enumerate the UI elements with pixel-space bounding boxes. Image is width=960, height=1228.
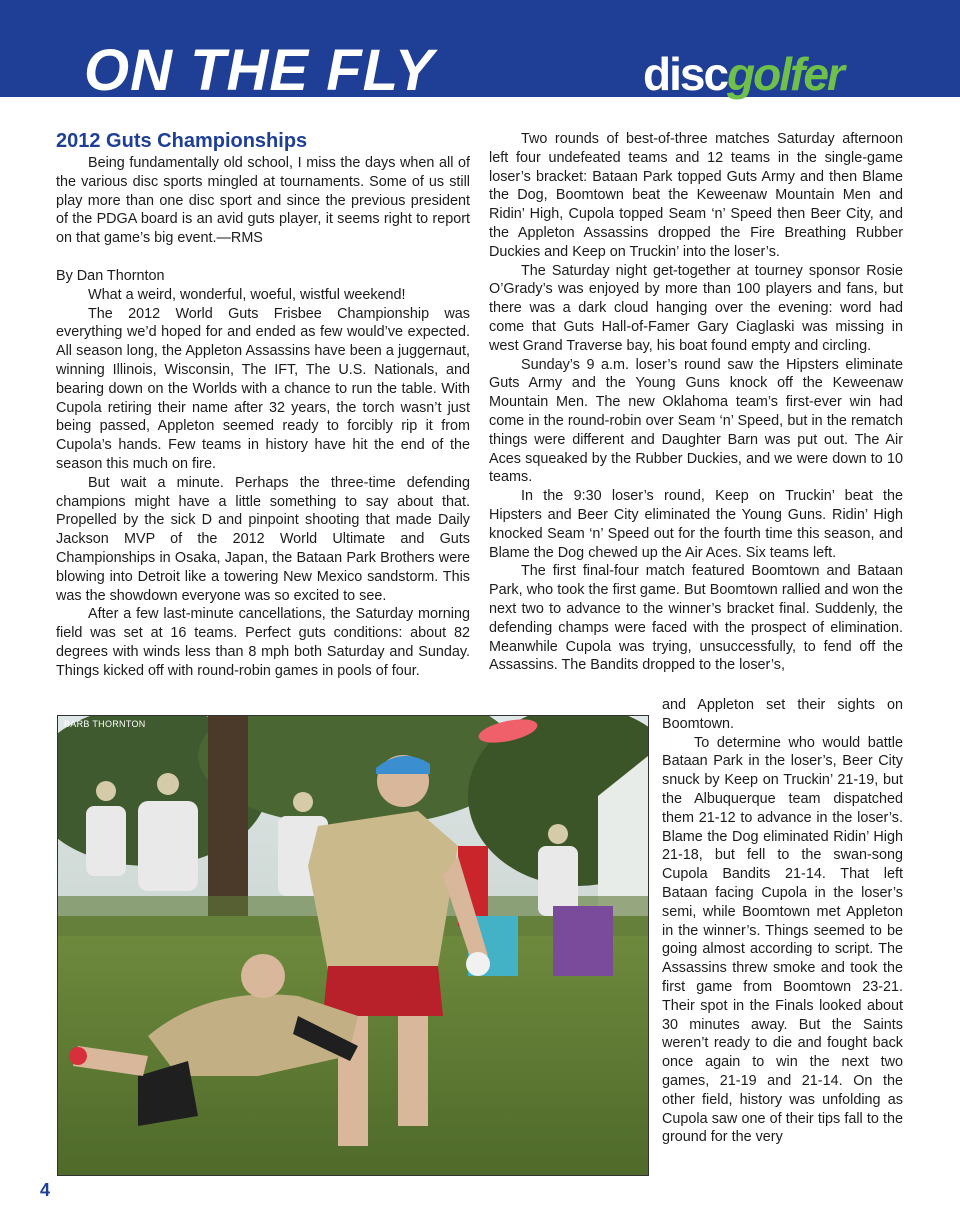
paragraph: The Saturday night get-together at tourney sponsor Rosie O’Grady’s was enjoyed by more than 100 players and fans, but there was a dark cloud hanging over the evening: word had come that Guts Hall-of-Famer Gary Ciaglaski was missing in west Grand Traverse bay, his boat found empty and circling. [489,262,903,354]
guts-players-illustration [58,716,648,1175]
paragraph-continued: and Appleton set their sights on Boomtown. [662,697,903,732]
byline: By Dan Thornton [56,267,165,284]
paragraph: After a few last-minute cancellations, the Saturday morning field was set at 16 teams. Perfect guts conditions: about 82 degrees with winds less than 8 mph both Saturday and Sunday. Things kicked off with round-robin games in pools of four. [56,606,470,679]
left-column [56,128,470,681]
photo-credit: BARB THORNTON [64,719,146,729]
editor-intro: Being fundamentally old school, I miss the days when all of the various disc sports mingled at tournaments. Some of us still play more than one disc sport and since the previous president of the PDGA board is an avid guts player, it seems right to report on that game’s big event.—RMS [56,155,470,247]
paragraph: What a weird, wonderful, woeful, wistful weekend! [88,286,406,303]
paragraph: The first final-four match featured Boomtown and Bataan Park, who took the first game. But Boomtown rallied and won the next two to advance to the winner’s bracket final. Suddenly, the defending champs were faced with the prospect of elimination. Meanwhile Cupola was trying, unsuccessfully, to fend off the Assassins. The Bandits dropped to the loser’s, [489,563,903,674]
paragraph: To determine who would battle Bataan Park in the loser’s, Beer City snuck by Keep on Truckin’ 21-19, but the Albuquerque team dispatched them 21-12 to advance in the loser’s. Blame the Dog eliminated Ridin’ High 21-18, but fell to the swan-song Cupola Bandits 21-14. That left Bataan facing Cupola in the loser’s semi, while Boomtown met Appleton in the winner’s. Things seemed to be going almost according to script. The Assassins threw smoke and took the first game from Boomtown 23-21. Their spot in the Finals looked about 30 minutes away. But the Saints weren’t ready to die and fought back once again to win the next two games, 21-19 and 21-14. On the other field, history was unfolding as Cupola saw one of their tips fall to the ground for the very [662,734,903,1146]
article-heading: 2012 Guts Championships [56,130,308,152]
header-banner [0,0,960,103]
narrow-column [662,696,903,1147]
paragraph: Two rounds of best-of-three matches Saturday afternoon left four undefeated teams and 12 teams in the single-game loser’s bracket: Bataan Park topped Guts Army and then Blame the Dog, Boomtown beat the Keweenaw Mountain Men and Ridin’ High, Cupola topped Seam ‘n’ Speed then Beer City, and the Appleton Assassins dropped the Fire Breathing Rubber Duckies and Keep on Truckin’ into the loser’s. [489,131,903,260]
section-title: ON THE FLY [84,38,435,103]
discgolfer-logo: discgolfer [643,48,843,100]
paragraph: In the 9:30 loser’s round, Keep on Truckin’ beat the Hipsters and Beer City eliminated the Young Guns. Ridin’ High knocked Seam ‘n’ Speed out for the fourth time this season, and Blame the Dog chewed up the Air Aces. Six teams left. [489,488,903,561]
action-photo [57,715,649,1176]
paragraph: But wait a minute. Perhaps the three-time defending champions might have a little something to say about that. Propelled by the sick D and pinpoint shooting that made Daily Jackson MVP of the 2012 World Ultimate and Guts Championships in Osaka, Japan, the Bataan Park Brothers were blowing into Detroit like a towering New Mexico sandstorm. This was the showdown everyone was so excited to see. [56,474,470,604]
paragraph: Sunday’s 9 a.m. loser’s round saw the Hipsters eliminate Guts Army and the Young Guns knock off the Keweenaw Mountain Men. The new Oklahoma team’s first-ever win had come in the round-robin over Seam ‘n’ Speed, but in the rematch things were different and Daughter Barn was put out. The Air Aces squeaked by the Rubber Duckies, and we were down to 10 teams. [489,356,903,486]
paragraph: The 2012 World Guts Frisbee Championship was everything we’d hoped for and ended as few would’ve expected. All season long, the Appleton Assassins have been a juggernaut, winning Illinois, Wisconsin, The IFT, The U.S. Nationals, and bearing down on the Worlds with a chance to run the table. With Cupola retiring their name after 32 years, the torch wasn’t just being passed, Appleton seemed ready to forcibly rip it from Cupola’s hands. Few teams in history have hit the end of the season this much on fire. [56,305,470,472]
page-number: 4 [40,1180,51,1200]
right-column [489,130,903,675]
